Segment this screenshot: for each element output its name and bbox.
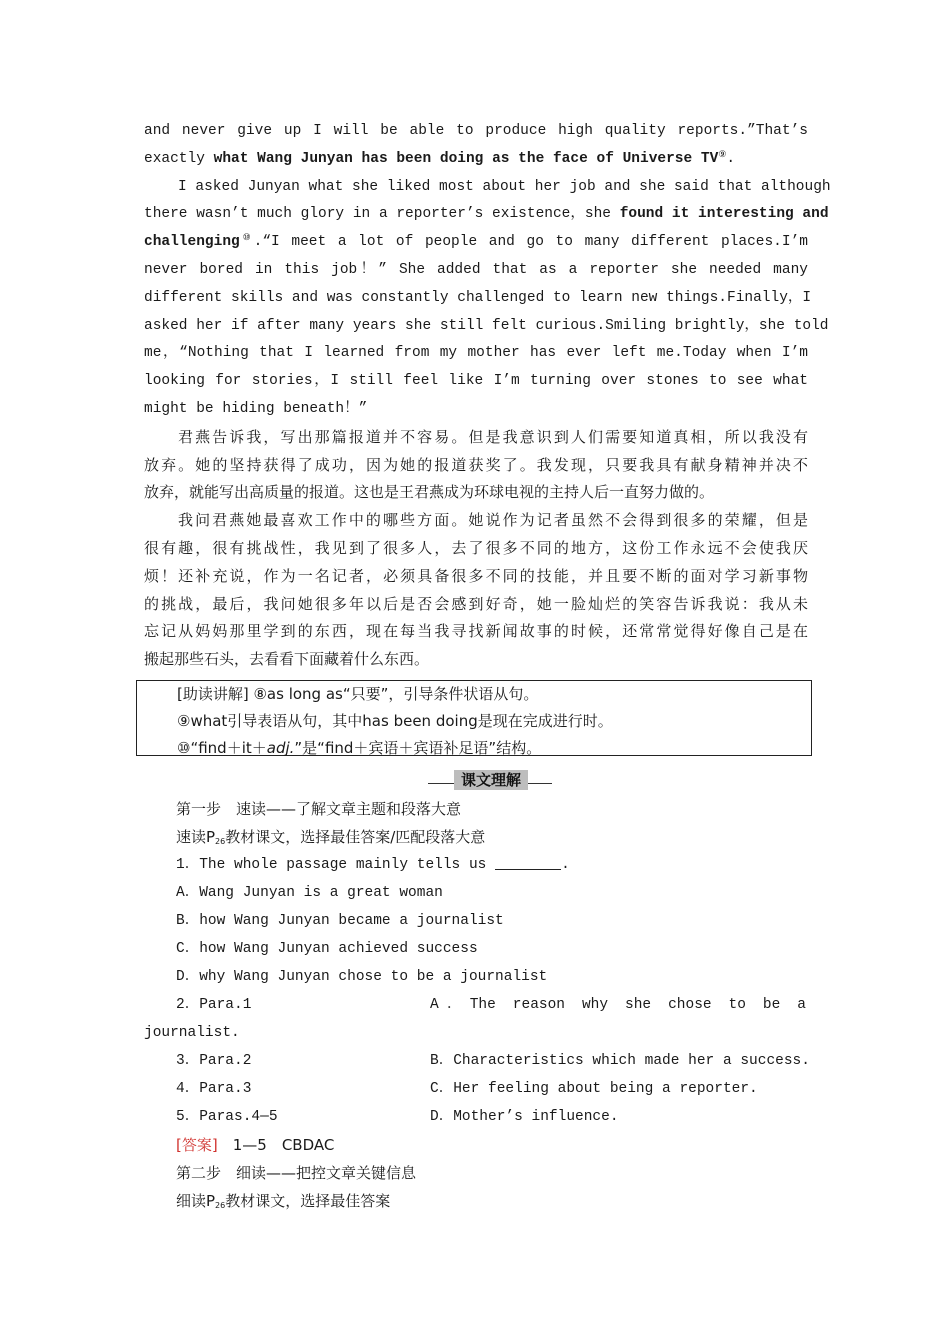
section-heading-label: 课文理解 <box>454 770 528 790</box>
match-number: 3．Para.2 <box>176 1053 252 1069</box>
match-option: D．Mother’s influence. <box>430 1109 619 1125</box>
passage-line: I asked Junyan what she liked most about her job and she said that although <box>178 178 831 195</box>
option-a: A．Wang Junyan is a great woman <box>176 885 443 901</box>
note-line: [助读讲解] ⑧as long as“只要”，引导条件状语从句。 <box>177 685 539 703</box>
passage-line: exactly what Wang Junyan has been doing as the face of Universe TV⑨. <box>144 149 736 167</box>
option-d: D．why Wang Junyan chose to be a journalist <box>176 969 548 985</box>
passage-line: might be hiding beneath！” <box>144 400 368 417</box>
passage-line: there wasn’t much glory in a reporter’s existence，she found it interesting and <box>144 206 829 223</box>
step-title: 第一步 速读——了解文章主题和段落大意 <box>176 800 462 818</box>
question-1: 1．The whole passage mainly tells us . <box>176 857 570 873</box>
match-option-wrap: journalist. <box>144 1025 240 1041</box>
step-instruction: 速读$P_{26}$教材课文，选择最佳答案/匹配段落大意 <box>176 828 486 846</box>
translation-line: 君燕告诉我，写出那篇报道并不容易。但是我意识到人们需要知道真相，所以我没有 <box>178 427 808 446</box>
highlight-phrase: found it interesting and <box>619 206 829 223</box>
step-title: 第二步 细读——把控文章关键信息 <box>176 1164 417 1182</box>
answer-tag: [答案] <box>176 1136 218 1154</box>
passage-line: me，“Nothing that I learned from my mother has ever left me.Today when I’m <box>144 345 808 362</box>
answer-blank <box>495 855 561 870</box>
translation-line: 很有趣，很有挑战性，我见到了很多人，去了很多不同的地方，这份工作永远不会使我厌 <box>144 538 808 557</box>
match-option: C．Her feeling about being a reporter. <box>430 1081 758 1097</box>
passage-line: looking for stories，I still feel like I’m turning over stones to see what <box>144 373 808 390</box>
option-c: C．how Wang Junyan achieved success <box>176 941 478 957</box>
passage-text <box>144 118 831 674</box>
match-option: A．The reason why she chose to be a <box>430 997 806 1013</box>
answer-line: [答案] 1—5 CBDAC <box>176 1136 335 1154</box>
passage-line: asked her if after many years she still felt curious.Smiling brightly，she told <box>144 317 829 334</box>
highlight-phrase: what Wang Junyan has been doing as the face of Universe TV <box>213 150 719 167</box>
translation-line: 搬起那些石头，去看看下面藏着什么东西。 <box>144 650 430 669</box>
translation-line: 忘记从妈妈那里学到的东西，现在每当我寻找新闻故事的时候，还常常觉得好像自己是在 <box>144 622 808 641</box>
translation-line: 烦！还补充说，作为一名记者，必须具备很多不同的技能，并且要不断的面对学习新事物 <box>144 566 808 585</box>
translation-line: 我问君燕她最喜欢工作中的哪些方面。她说作为记者虽然不会得到很多的荣耀，但是 <box>178 511 808 530</box>
match-number: 2．Para.1 <box>176 997 252 1013</box>
match-number: 4．Para.3 <box>176 1081 252 1097</box>
passage-line: never bored in this job！” She added that as a reporter she needed many <box>144 261 808 278</box>
option-b: B．how Wang Junyan became a journalist <box>176 913 504 929</box>
match-number: 5．Paras.4—5 <box>176 1109 278 1125</box>
highlight-phrase: challenging <box>144 234 240 251</box>
match-option: B．Characteristics which made her a success. <box>430 1053 810 1069</box>
step-instruction: 细读$P_{26}$教材课文，选择最佳答案 <box>176 1192 391 1210</box>
translation-line: 的挑战，最后，我问她很多年以后是否会感到好奇，她一脸灿烂的笑容告诉我说：我从未 <box>144 594 808 613</box>
translation-line: 放弃。她的坚持获得了成功，因为她的报道获奖了。我发现，只要我具有献身精神并决不 <box>144 455 808 474</box>
note-line: ⑩“find＋it＋adj.”是“find＋宾语＋宾语补足语”结构。 <box>177 739 542 757</box>
note-line: ⑨what引导表语从句，其中has been doing是现在完成进行时。 <box>177 712 613 730</box>
passage-line: and never give up I will be able to produce high quality reports.”That’s <box>144 123 808 139</box>
passage-line: challenging⑩.“I meet a lot of people and go to many different places.I’m <box>144 233 808 251</box>
reading-notes-box <box>136 680 812 756</box>
section-heading <box>428 769 552 791</box>
passage-line: different skills and was constantly challenged to learn new things.Finally，I <box>144 289 812 306</box>
translation-line: 放弃，就能写出高质量的报道。这也是王君燕成为环球电视的主持人后一直努力做的。 <box>144 483 715 502</box>
